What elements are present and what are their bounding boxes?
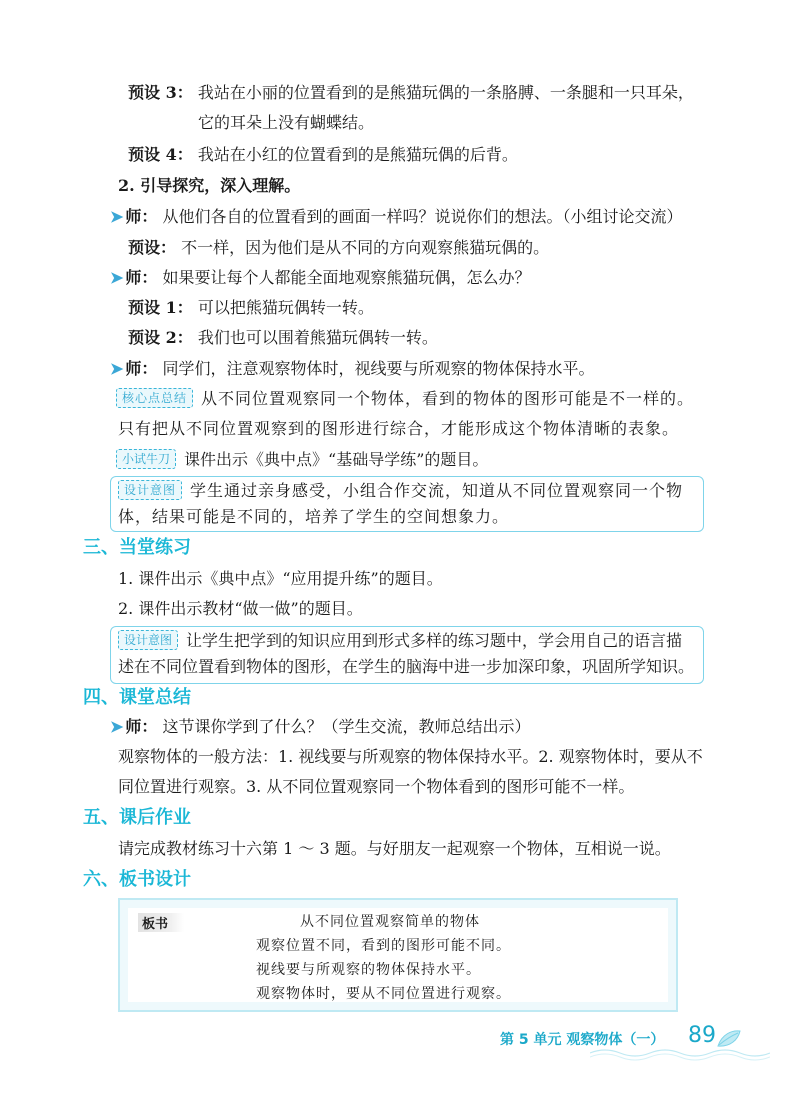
preset-1-text: 可以把熊猫玩偶转一转。: [197, 298, 374, 317]
summary-teacher-line: [110, 716, 531, 738]
teacher-label: 师：: [125, 717, 158, 736]
section-3-title: 三、当堂练习: [83, 537, 191, 558]
design-intent-text: 让学生把学到的知识应用到形式多样的练习题中，学会用自己的语言描: [186, 631, 683, 650]
wave-decoration-icon: [590, 1045, 770, 1061]
try-text: 课件出示《典中点》“基础导学练”的题目。: [184, 450, 489, 469]
preset-answer: [128, 237, 549, 259]
core-summary-text-1: 从不同位置观察同一个物体，看到的物体的图形可能是不一样的。: [201, 389, 695, 408]
teacher-question-2: [110, 267, 531, 289]
preset-1-line: [128, 297, 374, 319]
unit-footer: 第 5 单元 观察物体（一）: [500, 1032, 665, 1048]
teacher-label: 师：: [125, 268, 158, 287]
design-intent-tag: 设计意图: [118, 480, 182, 500]
preset-label: 预设：: [128, 238, 177, 257]
section-5-title: 五、课后作业: [83, 807, 191, 828]
teacher-text: 如果要让每个人都能全面地观察熊猫玩偶，怎么办？: [162, 268, 531, 287]
blackboard-line-3: 观察物体时，要从不同位置进行观察。: [256, 986, 511, 1002]
summary-method-line-2: 同位置进行观察。3. 从不同位置观察同一个物体看到的图形可能不一样。: [118, 777, 635, 796]
design-intent-tag: 设计意图: [118, 630, 178, 650]
homework-text: 请完成教材练习十六第 1 ～ 3 题。与好朋友一起观察一个物体，互相说一说。: [118, 839, 671, 858]
design-intent-text: 学生通过亲身感受，小组合作交流，知道从不同位置观察同一个物: [190, 481, 684, 500]
preset-3-line: [128, 82, 694, 104]
arrow-icon: ➤: [110, 207, 124, 226]
preset-3-continuation: 它的耳朵上没有蝴蝶结。: [198, 113, 375, 132]
teacher-question-1: [110, 206, 683, 228]
blackboard-line-2: 视线要与所观察的物体保持水平。: [256, 962, 481, 978]
preset-text: 不一样，因为他们是从不同的方向观察熊猫玩偶的。: [181, 238, 550, 257]
teacher-label: 师：: [125, 207, 158, 226]
practice-item-2: 2. 课件出示教材“做一做”的题目。: [118, 599, 363, 618]
teacher-text: 这节课你学到了什么？（学生交流，教师总结出示）: [162, 717, 531, 736]
blackboard-label: 板书: [138, 913, 184, 932]
preset-1-label: 预设 1：: [128, 298, 193, 317]
try-line: [116, 449, 488, 471]
page-number: 89: [688, 1023, 716, 1048]
preset-2-line: [128, 327, 438, 349]
core-summary-line-1: [116, 388, 694, 410]
preset-2-label: 预设 2：: [128, 328, 193, 347]
section-4-title: 四、课堂总结: [83, 687, 191, 708]
blackboard-heading: 从不同位置观察简单的物体: [300, 914, 480, 930]
arrow-icon: ➤: [110, 717, 124, 736]
arrow-icon: ➤: [110, 359, 124, 378]
teacher-text: 同学们，注意观察物体时，视线要与所观察的物体保持水平。: [162, 359, 595, 378]
core-summary-tag: 核心点总结: [116, 388, 193, 408]
preset-4-line: [128, 144, 518, 166]
preset-2-text: 我们也可以围着熊猫玩偶转一转。: [197, 328, 438, 347]
blackboard-design-box: [118, 898, 678, 1012]
blackboard-inner: [128, 908, 668, 1002]
arrow-icon: ➤: [110, 268, 124, 287]
section-2-heading: 2. 引导探究，深入理解。: [118, 176, 301, 195]
design-intent-1-line-1: [118, 480, 683, 502]
preset-4-label: 预设 4：: [128, 145, 193, 164]
teacher-label: 师：: [125, 359, 158, 378]
preset-4-text: 我站在小红的位置看到的是熊猫玩偶的后背。: [197, 145, 518, 164]
design-intent-2-line-1: [118, 630, 682, 652]
teacher-statement-3: [110, 358, 595, 380]
blackboard-line-1: 观察位置不同，看到的图形可能不同。: [256, 938, 511, 954]
core-summary-line-2: 只有把从不同位置观察到的图形进行综合，才能形成这个物体清晰的表象。: [118, 419, 680, 438]
teacher-text: 从他们各自的位置看到的画面一样吗？说说你们的想法。（小组讨论交流）: [162, 207, 683, 226]
design-intent-2-line-2: 述在不同位置看到物体的图形，在学生的脑海中进一步加深印象，巩固所学知识。: [118, 657, 695, 676]
preset-3-label: 预设 3：: [128, 83, 193, 102]
section-6-title: 六、板书设计: [83, 869, 191, 890]
try-tag: 小试牛刀: [116, 449, 176, 469]
practice-item-1: 1. 课件出示《典中点》“应用提升练”的题目。: [118, 569, 443, 588]
preset-3-text: 我站在小丽的位置看到的是熊猫玩偶的一条胳膊、一条腿和一只耳朵，: [197, 83, 694, 102]
summary-method-line-1: 观察物体的一般方法：1. 视线要与所观察的物体保持水平。2. 观察物体时，要从不: [118, 747, 703, 766]
design-intent-1-line-2: 体，结果可能是不同的，培养了学生的空间想象力。: [118, 507, 510, 526]
